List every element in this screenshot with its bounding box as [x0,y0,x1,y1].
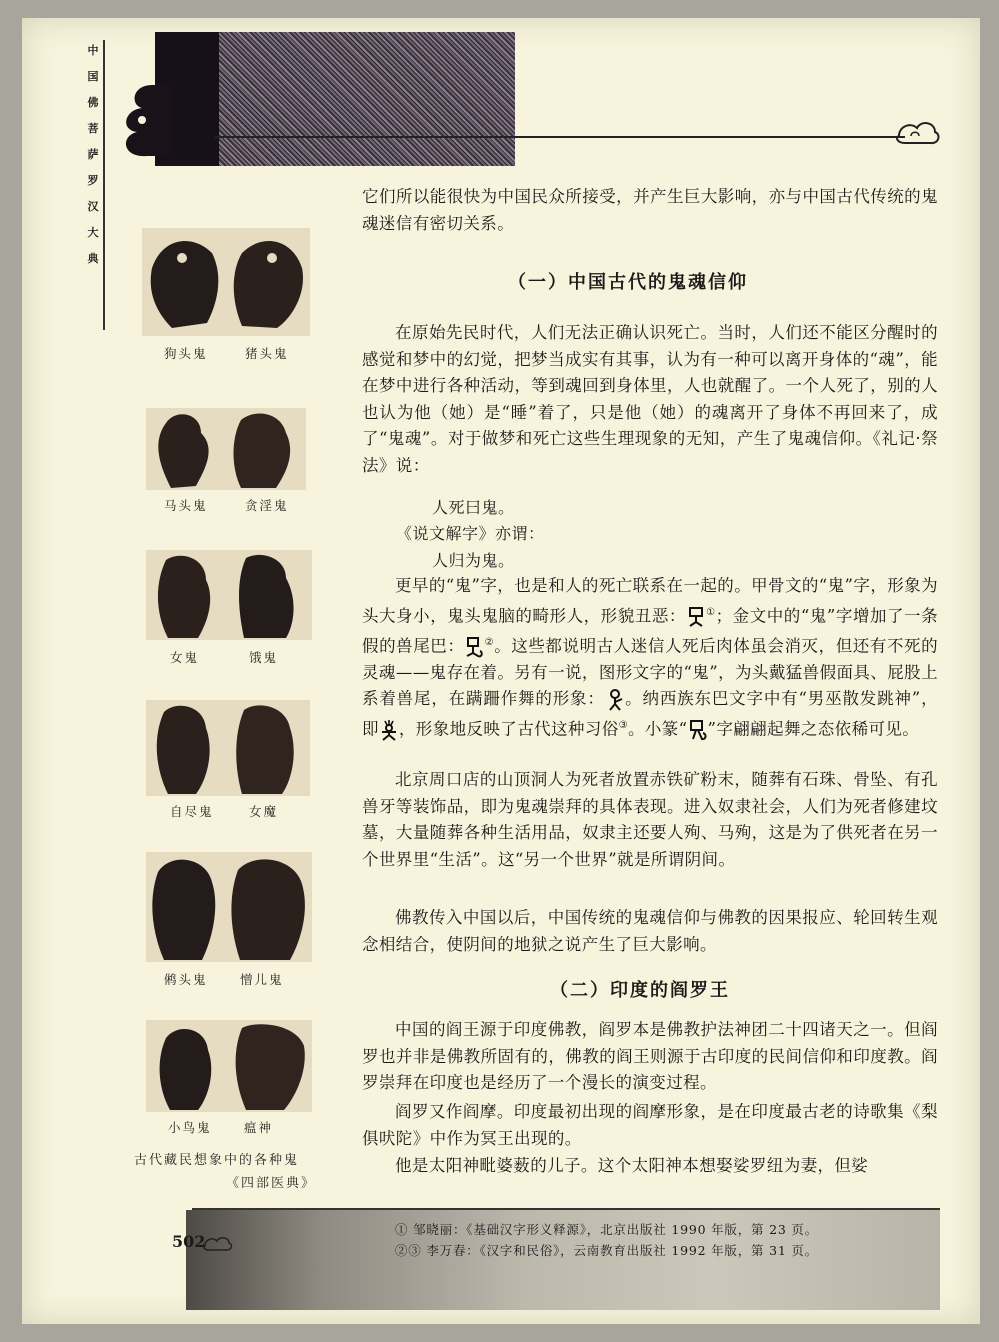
figure-label-left: 狗头鬼 [164,346,208,361]
cloud-ornament-icon [112,80,172,160]
paragraph: 他是太阳神毗婆薮的儿子。这个太阳神本想娶娑罗纽为妻，但娑 [395,1156,869,1175]
paragraph: 佛教传入中国以后，中国传统的鬼魂信仰与佛教的因果报应、轮回转生观念相结合，使阴间的地狱之说产生了巨大影响。 [362,908,938,954]
ghost-illustration [142,228,310,336]
figure-label-right: 饿鬼 [249,650,279,665]
bronze-gui-glyph-icon [464,636,484,658]
running-title-char: 中 [87,44,99,57]
figure-label-right: 憎儿鬼 [240,972,284,987]
paragraph: 中国的阎王源于印度佛教，阎罗本是佛教护法神团二十四诸天之一。但阎罗也并非是佛教所固有的，佛教的阎王则源于古印度的民间信仰和印度教。阎罗崇拜在印度也是经历了一个漫长的演变过程。 [362,1020,938,1092]
cloud-scroll-icon [203,1234,233,1252]
dongba-shaman-glyph-icon [379,719,399,741]
paragraph: 它们所以能很快为中国民众所接受，并产生巨大影响，亦与中国古代传统的鬼魂迷信有密切关系。 [362,187,938,233]
quotation: 人归为鬼。 [432,551,515,570]
running-title-char: 大 [87,226,99,239]
text-run: 。小篆“ [627,719,688,738]
running-title-char: 菩 [87,122,99,135]
text-run: ；金文中的“鬼”字增加了一条假的兽尾巴： [362,606,938,655]
header-rule [215,136,905,138]
seal-script-gui-glyph-icon [688,719,708,741]
paragraph: 阎罗又作阎摩。印度最初出现的阎摩形象，是在印度最古老的诗歌集《梨俱吠陀》中作为冥王出现的。 [362,1102,938,1148]
text-run: ，形象地反映了古代这种习俗 [398,719,619,738]
footnote: ① 邹晓丽：《基础汉字形义释源》，北京出版社 1990 年版，第 23 页。 [395,1222,818,1237]
running-title-char: 佛 [87,96,99,109]
figure-label-left: 鸺头鬼 [164,972,208,987]
figure-label-right: 女魔 [249,804,279,819]
ghost-illustration [146,1020,312,1112]
footer-rule [192,1208,940,1210]
footnote-marker: ③ [618,719,628,731]
text-run: 更早的“鬼”字，也是和人的死亡联系在一起的。甲骨文的“鬼”字，形象为头大身小，鬼头鬼脑的畸形人，形貌丑恶： [362,576,938,625]
running-title [84,44,102,266]
page-number: 502 [172,1232,206,1251]
running-title-char: 萨 [87,148,99,161]
pictograph-gui-glyph-icon [605,689,625,711]
figure-label-right: 贪淫鬼 [245,498,289,513]
figure-label-left: 自尽鬼 [170,804,214,819]
paragraph: 在原始先民时代，人们无法正确认识死亡。当时，人们还不能区分醒时的感觉和梦中的幻觉，把梦当成实有其事，认为有一种可以离开身体的“魂”，能在梦中进行各种活动，等到魂回到身体里，人也就醒了。一个人死了，别的人也认为他（她）是“睡”着了，只是他（她）的魂离开了身体不再回来了，成了“鬼魂”。对于做梦和死亡这些生理现象的无知，产生了鬼魂信仰。《礼记·祭法》说： [362,323,938,475]
ghost-illustration [146,408,306,490]
figure-caption: 古代藏民想象中的各种鬼 [134,1153,300,1168]
vertical-rule [103,40,105,330]
quotation-intro: 《说文解字》亦谓： [396,524,545,543]
paragraph [362,573,938,743]
running-title-char: 典 [87,252,99,265]
ghost-illustration [146,550,312,640]
oracle-bone-gui-glyph-icon [686,606,706,628]
text-run: 。纳西族东巴文字中有“男巫散发跳神”，即 [362,689,938,738]
running-title-char: 汉 [87,200,99,213]
footnote-marker: ① [705,606,716,618]
figure-label-left: 小鸟鬼 [168,1120,212,1135]
figure-label-right: 瘟神 [244,1120,274,1135]
footnote-marker: ② [484,636,495,648]
ghost-illustration [146,700,310,796]
figure-label-left: 马头鬼 [164,498,208,513]
figure-label-right: 猪头鬼 [245,346,289,361]
footnote: ②③ 李万春：《汉字和民俗》，云南教育出版社 1992 年版，第 31 页。 [395,1243,818,1258]
figure-label-left: 女鬼 [170,650,200,665]
ghost-illustration [146,852,312,962]
paragraph: 北京周口店的山顶洞人为死者放置赤铁矿粉末，随葬有石珠、骨坠、有孔兽牙等装饰品，即为鬼魂崇拜的具体表现。进入奴隶社会，人们为死者修建坟墓，大量随葬各种生活用品，奴隶主还要人殉、马殉，这是为了供死者在另一个世界里“生活”。这“另一个世界”就是所谓阴间。 [362,770,938,869]
section-heading: （二）印度的阎罗王 [550,980,730,1001]
running-title-char: 罗 [87,174,99,187]
cloud-scroll-icon [895,118,941,146]
text-run: 。这些都说明古人迷信人死后肉体虽会消灭，但还有不死的灵魂——鬼存在着。另有一说，图形文字的“鬼”，为头戴猛兽假面具、屁股上系着兽尾，在蹒跚作舞的形象： [362,636,938,708]
quotation: 人死曰鬼。 [432,498,515,517]
text-run: ”字翩翩起舞之态依稀可见。 [707,719,920,738]
figure-source: 《四部医典》 [226,1176,317,1191]
running-title-char: 国 [87,70,99,83]
section-heading: （一）中国古代的鬼魂信仰 [508,272,748,293]
